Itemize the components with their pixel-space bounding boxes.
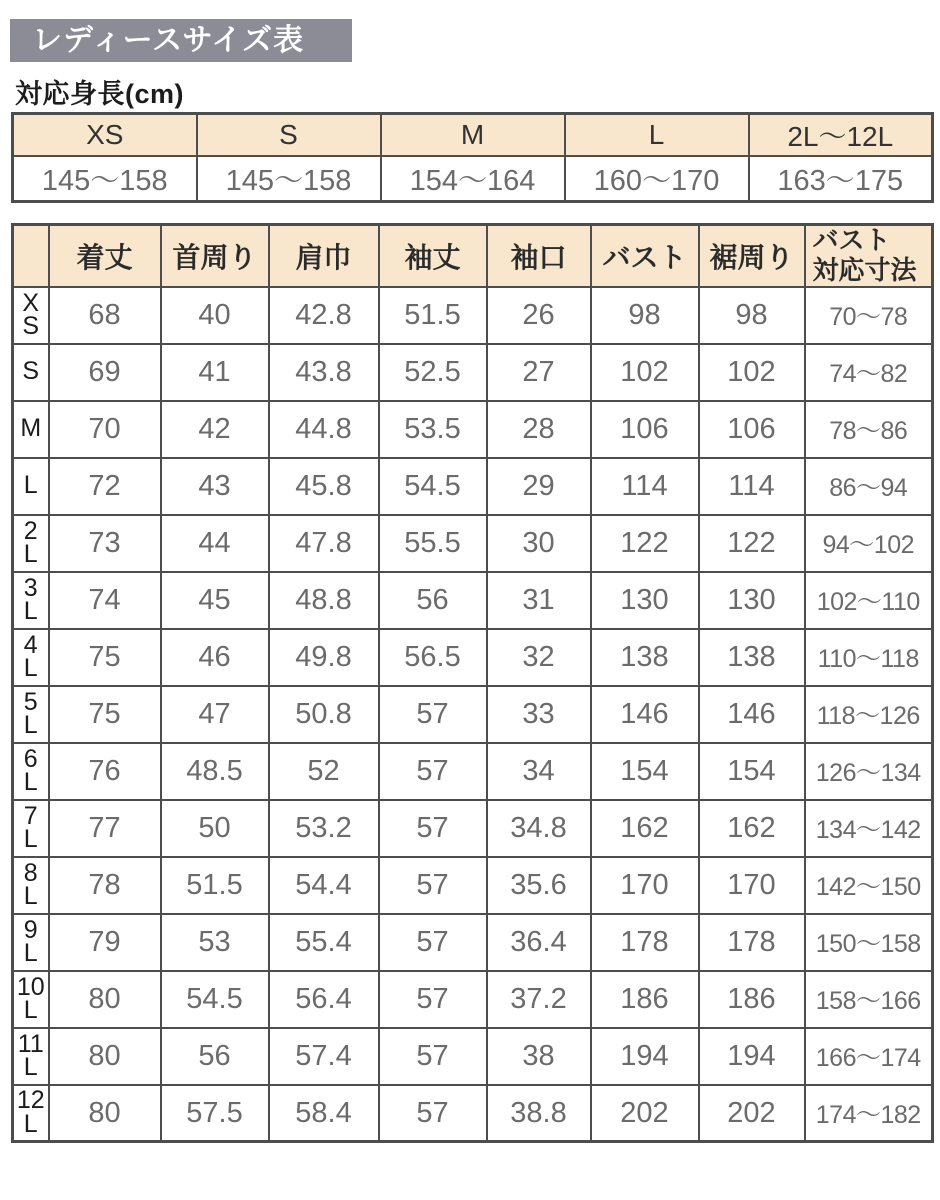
value-cell: 114 (699, 458, 805, 515)
value-cell: 30 (487, 515, 591, 572)
value-cell: 74 (49, 572, 161, 629)
value-cell: 138 (591, 629, 699, 686)
value-cell: 50 (161, 800, 269, 857)
size-label-cell (13, 800, 49, 857)
column-header (269, 225, 379, 287)
value-cell: 74～82 (805, 344, 933, 401)
value-cell: 98 (591, 287, 699, 344)
height-column-header: L (565, 114, 749, 157)
value-cell: 122 (699, 515, 805, 572)
value-cell: 33 (487, 686, 591, 743)
size-label-line: 3 (23, 573, 38, 602)
size-label-line: L (23, 654, 38, 683)
value-cell: 154 (699, 743, 805, 800)
value-cell: 56 (161, 1028, 269, 1085)
size-label-line: L (23, 1110, 38, 1139)
size-label-line: L (23, 1053, 38, 1082)
height-column-header: 2L～12L (749, 114, 933, 157)
table-row (13, 686, 933, 743)
value-cell: 53.5 (379, 401, 487, 458)
column-header-line: バスト (602, 241, 687, 273)
column-header-line: 対応寸法 (812, 254, 917, 285)
column-header-line: 着丈 (76, 241, 133, 273)
table-row (13, 1085, 933, 1142)
height-column-header: M (381, 114, 565, 157)
value-cell: 102 (699, 344, 805, 401)
value-cell: 166～174 (805, 1028, 933, 1085)
height-column-header: S (197, 114, 381, 157)
value-cell: 34 (487, 743, 591, 800)
value-cell: 57 (379, 1085, 487, 1142)
table-row (13, 572, 933, 629)
height-table (11, 112, 934, 203)
size-label-line: 5 (23, 687, 38, 716)
table-row (13, 344, 933, 401)
table-row (13, 401, 933, 458)
value-cell: 114 (591, 458, 699, 515)
value-cell: 70～78 (805, 287, 933, 344)
value-cell: 29 (487, 458, 591, 515)
value-cell: 146 (699, 686, 805, 743)
table-row (13, 914, 933, 971)
column-header-line: 袖口 (510, 241, 567, 273)
value-cell: 49.8 (269, 629, 379, 686)
height-range-cell: 160～170 (565, 156, 749, 201)
height-range-cell: 163～175 (749, 156, 933, 201)
table-row (13, 287, 933, 344)
column-header-line: 肩巾 (295, 241, 352, 273)
size-label-cell (13, 458, 49, 515)
value-cell: 158～166 (805, 971, 933, 1028)
value-cell: 57 (379, 1028, 487, 1085)
size-label-line: L (23, 996, 38, 1025)
value-cell: 202 (699, 1085, 805, 1142)
value-cell: 57 (379, 686, 487, 743)
size-label-line: 10 (16, 972, 45, 1001)
height-range-cell: 154～164 (381, 156, 565, 201)
value-cell: 102～110 (805, 572, 933, 629)
height-range-cell: 145～158 (197, 156, 381, 201)
size-label-line: 9 (23, 915, 38, 944)
table-row (13, 743, 933, 800)
value-cell: 178 (699, 914, 805, 971)
size-label-line: X (22, 288, 40, 317)
table-row (13, 971, 933, 1028)
value-cell: 102 (591, 344, 699, 401)
value-cell: 73 (49, 515, 161, 572)
value-cell: 106 (591, 401, 699, 458)
size-table (11, 223, 934, 1143)
table-row (13, 857, 933, 914)
column-header (805, 225, 933, 287)
value-cell: 194 (591, 1028, 699, 1085)
size-label-cell (13, 401, 49, 458)
size-label-line: L (23, 471, 38, 500)
size-label-cell (13, 629, 49, 686)
value-cell: 162 (699, 800, 805, 857)
value-cell: 110～118 (805, 629, 933, 686)
value-cell: 52 (269, 743, 379, 800)
value-cell: 34.8 (487, 800, 591, 857)
value-cell: 186 (699, 971, 805, 1028)
value-cell: 45.8 (269, 458, 379, 515)
value-cell: 57 (379, 914, 487, 971)
column-header (49, 225, 161, 287)
value-cell: 28 (487, 401, 591, 458)
value-cell: 48.5 (161, 743, 269, 800)
value-cell: 122 (591, 515, 699, 572)
value-cell: 27 (487, 344, 591, 401)
page-title-text: レディースサイズ表 (32, 24, 305, 57)
value-cell: 57 (379, 800, 487, 857)
value-cell: 75 (49, 629, 161, 686)
value-cell: 154 (591, 743, 699, 800)
value-cell: 48.8 (269, 572, 379, 629)
table-row (13, 458, 933, 515)
value-cell: 174～182 (805, 1085, 933, 1142)
value-cell: 40 (161, 287, 269, 344)
value-cell: 72 (49, 458, 161, 515)
value-cell: 53 (161, 914, 269, 971)
size-label-line: M (20, 414, 42, 443)
column-header (379, 225, 487, 287)
value-cell: 178 (591, 914, 699, 971)
value-cell: 57 (379, 857, 487, 914)
value-cell: 47.8 (269, 515, 379, 572)
page-title (10, 19, 352, 62)
value-cell: 55.5 (379, 515, 487, 572)
value-cell: 70 (49, 401, 161, 458)
size-label-cell (13, 1028, 49, 1085)
value-cell: 54.5 (161, 971, 269, 1028)
value-cell: 162 (591, 800, 699, 857)
size-label-cell (13, 344, 49, 401)
value-cell: 57 (379, 743, 487, 800)
value-cell: 58.4 (269, 1085, 379, 1142)
size-label-line: 6 (23, 744, 38, 773)
table-row (13, 800, 933, 857)
size-label-line: L (23, 882, 38, 911)
value-cell: 43 (161, 458, 269, 515)
size-label-cell (13, 515, 49, 572)
value-cell: 56.5 (379, 629, 487, 686)
column-header (591, 225, 699, 287)
value-cell: 126～134 (805, 743, 933, 800)
table-row (13, 515, 933, 572)
value-cell: 77 (49, 800, 161, 857)
value-cell: 54.5 (379, 458, 487, 515)
value-cell: 202 (591, 1085, 699, 1142)
column-header (487, 225, 591, 287)
value-cell: 41 (161, 344, 269, 401)
value-cell: 79 (49, 914, 161, 971)
value-cell: 43.8 (269, 344, 379, 401)
size-label-line: L (23, 768, 38, 797)
value-cell: 75 (49, 686, 161, 743)
size-label-line: S (22, 312, 40, 341)
size-label-line: 4 (23, 630, 38, 659)
size-label-cell (13, 857, 49, 914)
value-cell: 56.4 (269, 971, 379, 1028)
value-cell: 170 (699, 857, 805, 914)
value-cell: 68 (49, 287, 161, 344)
size-label-line: 12 (16, 1086, 45, 1115)
size-label-cell (13, 743, 49, 800)
size-table-header-row (13, 225, 933, 287)
size-label-line: S (22, 357, 40, 386)
size-label-cell (13, 971, 49, 1028)
column-header-line: 袖丈 (404, 241, 461, 273)
value-cell: 36.4 (487, 914, 591, 971)
value-cell: 51.5 (379, 287, 487, 344)
value-cell: 57.5 (161, 1085, 269, 1142)
size-label-line: L (23, 711, 38, 740)
height-table-header-row (13, 114, 933, 157)
size-label-line: 8 (23, 858, 38, 887)
value-cell: 80 (49, 1028, 161, 1085)
size-label-cell (13, 572, 49, 629)
value-cell: 52.5 (379, 344, 487, 401)
value-cell: 78 (49, 857, 161, 914)
size-label-cell (13, 686, 49, 743)
size-label-cell (13, 1085, 49, 1142)
value-cell: 46 (161, 629, 269, 686)
size-label-cell (13, 914, 49, 971)
value-cell: 194 (699, 1028, 805, 1085)
value-cell: 57.4 (269, 1028, 379, 1085)
value-cell: 106 (699, 401, 805, 458)
value-cell: 37.2 (487, 971, 591, 1028)
value-cell: 47 (161, 686, 269, 743)
value-cell: 50.8 (269, 686, 379, 743)
value-cell: 44.8 (269, 401, 379, 458)
size-label-line: L (23, 597, 38, 626)
value-cell: 86～94 (805, 458, 933, 515)
value-cell: 134～142 (805, 800, 933, 857)
value-cell: 53.2 (269, 800, 379, 857)
value-cell: 170 (591, 857, 699, 914)
value-cell: 42 (161, 401, 269, 458)
value-cell: 38.8 (487, 1085, 591, 1142)
size-label-line: L (23, 939, 38, 968)
height-column-header: XS (13, 114, 197, 157)
value-cell: 38 (487, 1028, 591, 1085)
corner-cell (13, 225, 49, 287)
value-cell: 80 (49, 971, 161, 1028)
value-cell: 26 (487, 287, 591, 344)
value-cell: 138 (699, 629, 805, 686)
size-label-line: L (23, 825, 38, 854)
value-cell: 45 (161, 572, 269, 629)
size-label-line: 11 (17, 1029, 44, 1058)
column-header-line: 首周り (172, 241, 257, 273)
size-label-line: 7 (23, 801, 38, 830)
value-cell: 69 (49, 344, 161, 401)
height-range-cell: 145～158 (13, 156, 197, 201)
column-header-line: バスト (812, 225, 891, 255)
height-section-label: 対応身長(cm) (15, 79, 185, 109)
value-cell: 51.5 (161, 857, 269, 914)
value-cell: 35.6 (487, 857, 591, 914)
column-header (161, 225, 269, 287)
value-cell: 94～102 (805, 515, 933, 572)
column-header-line: 裾周り (709, 241, 794, 273)
value-cell: 31 (487, 572, 591, 629)
value-cell: 146 (591, 686, 699, 743)
value-cell: 118～126 (805, 686, 933, 743)
height-table-value-row (13, 156, 933, 201)
value-cell: 80 (49, 1085, 161, 1142)
table-row (13, 629, 933, 686)
value-cell: 76 (49, 743, 161, 800)
value-cell: 186 (591, 971, 699, 1028)
column-header (699, 225, 805, 287)
value-cell: 142～150 (805, 857, 933, 914)
value-cell: 32 (487, 629, 591, 686)
size-label-cell (13, 287, 49, 344)
value-cell: 42.8 (269, 287, 379, 344)
value-cell: 55.4 (269, 914, 379, 971)
value-cell: 98 (699, 287, 805, 344)
value-cell: 130 (699, 572, 805, 629)
size-label-line: 2 (23, 516, 38, 545)
value-cell: 150～158 (805, 914, 933, 971)
value-cell: 78～86 (805, 401, 933, 458)
table-row (13, 1028, 933, 1085)
value-cell: 57 (379, 971, 487, 1028)
value-cell: 56 (379, 572, 487, 629)
size-label-line: L (23, 540, 38, 569)
value-cell: 54.4 (269, 857, 379, 914)
value-cell: 130 (591, 572, 699, 629)
value-cell: 44 (161, 515, 269, 572)
